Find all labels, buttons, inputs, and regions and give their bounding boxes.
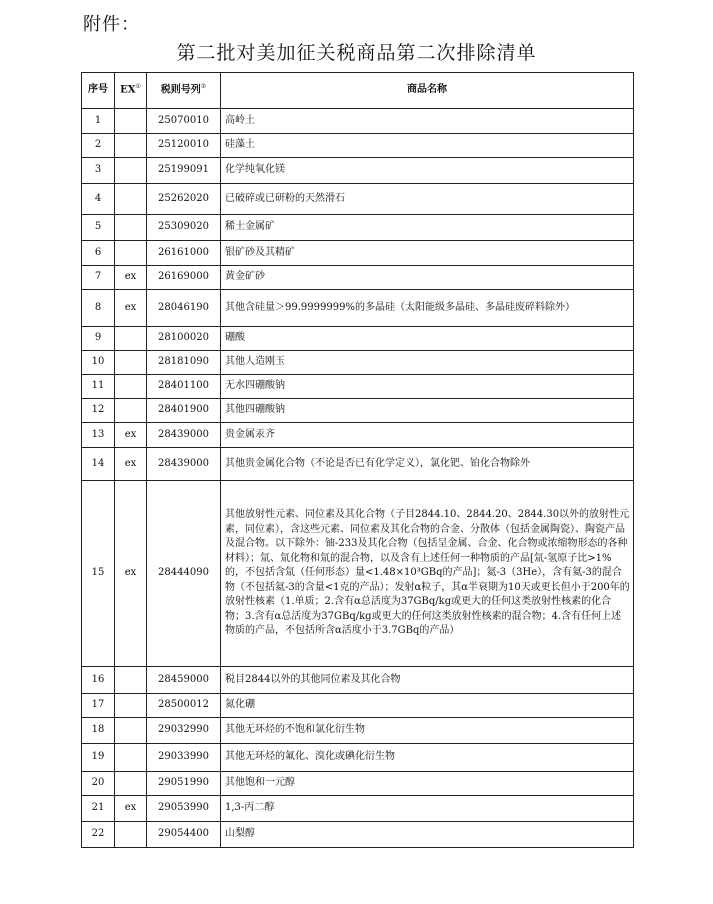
- cell-seq: 16: [82, 667, 115, 694]
- table-row: [82, 448, 634, 481]
- cell-code: 28401900: [147, 399, 221, 423]
- table-row: [82, 822, 634, 848]
- page-title: 第二批对美加征关税商品第二次排除清单: [176, 42, 537, 64]
- cell-seq: 9: [82, 327, 115, 351]
- cell-ex: [115, 327, 147, 351]
- cell-code: 29033990: [147, 744, 221, 772]
- cell-code: 25070010: [147, 109, 221, 134]
- table-row: [82, 215, 634, 241]
- cell-ex: [115, 184, 147, 215]
- cell-ex: [115, 375, 147, 399]
- cell-code: 28439000: [147, 448, 221, 481]
- cell-seq: 22: [82, 822, 115, 848]
- table-row: [82, 241, 634, 266]
- cell-seq: 20: [82, 772, 115, 796]
- table-row: [82, 290, 634, 327]
- cell-code: 28444090: [147, 481, 221, 667]
- cell-ex: [115, 694, 147, 718]
- cell-code: 29053990: [147, 796, 221, 822]
- cell-name: 化学纯氧化镁: [221, 158, 634, 184]
- exclusion-table: [81, 72, 634, 848]
- cell-seq: 14: [82, 448, 115, 481]
- cell-name: 1,3-丙二醇: [221, 796, 634, 822]
- cell-ex: ex: [115, 423, 147, 448]
- table-row: [82, 109, 634, 134]
- cell-seq: 5: [82, 215, 115, 241]
- cell-ex: [115, 822, 147, 848]
- table-row: [82, 266, 634, 290]
- cell-code: 28100020: [147, 327, 221, 351]
- cell-name: 贵金属汞齐: [221, 423, 634, 448]
- cell-name: 其他无环烃的不饱和氯化衍生物: [221, 718, 634, 744]
- cell-ex: ex: [115, 290, 147, 327]
- table-row: [82, 351, 634, 375]
- cell-seq: 1: [82, 109, 115, 134]
- cell-ex: ex: [115, 796, 147, 822]
- cell-ex: [115, 241, 147, 266]
- cell-ex: [115, 134, 147, 158]
- cell-ex: [115, 718, 147, 744]
- cell-code: 26161000: [147, 241, 221, 266]
- cell-name: 硼酸: [221, 327, 634, 351]
- cell-seq: 8: [82, 290, 115, 327]
- attachment-label: 附件：: [83, 14, 140, 35]
- table-row: [82, 667, 634, 694]
- cell-seq: 11: [82, 375, 115, 399]
- cell-code: 28401100: [147, 375, 221, 399]
- cell-seq: 13: [82, 423, 115, 448]
- cell-seq: 18: [82, 718, 115, 744]
- table-row: [82, 423, 634, 448]
- cell-ex: [115, 399, 147, 423]
- cell-code: 28181090: [147, 351, 221, 375]
- cell-seq: 4: [82, 184, 115, 215]
- cell-name: 银矿砂及其精矿: [221, 241, 634, 266]
- table-row: [82, 134, 634, 158]
- cell-name: 其他饱和一元醇: [221, 772, 634, 796]
- cell-name: 硅藻土: [221, 134, 634, 158]
- cell-code: 26169000: [147, 266, 221, 290]
- cell-ex: [115, 109, 147, 134]
- cell-seq: 2: [82, 134, 115, 158]
- table-row: [82, 481, 634, 667]
- column-header-code: 税则号列②: [147, 73, 221, 109]
- cell-ex: ex: [115, 481, 147, 667]
- table-row: [82, 772, 634, 796]
- cell-code: 29032990: [147, 718, 221, 744]
- cell-code: 25262020: [147, 184, 221, 215]
- table-row: [82, 184, 634, 215]
- cell-ex: [115, 667, 147, 694]
- cell-seq: 21: [82, 796, 115, 822]
- cell-seq: 10: [82, 351, 115, 375]
- cell-name: 其他含硅量＞99.9999999%的多晶硅（太阳能级多晶硅、多晶硅废碎料除外）: [221, 290, 634, 327]
- cell-name: 稀土金属矿: [221, 215, 634, 241]
- cell-ex: [115, 215, 147, 241]
- cell-seq: 7: [82, 266, 115, 290]
- cell-name: 高岭土: [221, 109, 634, 134]
- footnote-marker: ②: [200, 83, 207, 91]
- cell-name: 已破碎或已研粉的天然滑石: [221, 184, 634, 215]
- cell-name: 其他放射性元素、同位素及其化合物（子目2844.10、2844.20、2844.30以外的放射性元素，同位素），含这些元素、同位素及其化合物的合金、分散体（包括金属陶瓷）、陶瓷产品及混合物。以下除外：铀-233及其化合物（包括呈金属、合金、化合物或浓缩物形态的各种材料）；氚、氚化物和氚的混合物，以及含有上述任何一种物质的产品[氚-氢原子比>1%的，不包括含氚（任何形态）量<1.48×10³GBq的产品]；氦-3（3He），含有氦-3的混合物（不包括氦-3的含量<1克的产品）；发射α粒子，其α半衰期为10天或更长但小于200年的放射性核素（1.单质；2.含有α总活度为37GBq/kg或更大的任何这类放射性核素的化合物；3.含有α总活度为37GBq/kg或更大的任何这类放射性核素的混合物；4.含有任何上述物质的产品，不包括所含α活度小于3.7GBq的产品）: [221, 481, 634, 667]
- cell-ex: [115, 772, 147, 796]
- cell-name: 其他人造刚玉: [221, 351, 634, 375]
- table-row: [82, 327, 634, 351]
- table-row: [82, 744, 634, 772]
- cell-name: 黄金矿砂: [221, 266, 634, 290]
- footnote-marker: ①: [135, 83, 141, 91]
- cell-ex: [115, 158, 147, 184]
- cell-name: 氮化硼: [221, 694, 634, 718]
- cell-name: 其他贵金属化合物（不论是否已有化学定义），氯化钯、铂化合物除外: [221, 448, 634, 481]
- table-body: [82, 109, 634, 848]
- cell-ex: ex: [115, 448, 147, 481]
- cell-ex: ex: [115, 266, 147, 290]
- cell-name: 其他四硼酸钠: [221, 399, 634, 423]
- cell-name: 税目2844以外的其他同位素及其化合物: [221, 667, 634, 694]
- cell-code: 29051990: [147, 772, 221, 796]
- cell-code: 28439000: [147, 423, 221, 448]
- cell-seq: 6: [82, 241, 115, 266]
- cell-seq: 3: [82, 158, 115, 184]
- table-header-row: [82, 73, 634, 109]
- cell-ex: [115, 744, 147, 772]
- table-row: [82, 718, 634, 744]
- column-header-seq: 序号: [82, 73, 115, 109]
- cell-seq: 17: [82, 694, 115, 718]
- cell-seq: 15: [82, 481, 115, 667]
- cell-code: 28046190: [147, 290, 221, 327]
- cell-seq: 19: [82, 744, 115, 772]
- cell-code: 28500012: [147, 694, 221, 718]
- cell-code: 28459000: [147, 667, 221, 694]
- cell-code: 25309020: [147, 215, 221, 241]
- cell-code: 25120010: [147, 134, 221, 158]
- cell-name: 无水四硼酸钠: [221, 375, 634, 399]
- cell-name: 其他无环烃的氟化、溴化或碘化衍生物: [221, 744, 634, 772]
- cell-code: 29054400: [147, 822, 221, 848]
- table-row: [82, 375, 634, 399]
- column-header-ex: EX①: [115, 73, 147, 109]
- cell-ex: [115, 351, 147, 375]
- table-row: [82, 158, 634, 184]
- cell-code: 25199091: [147, 158, 221, 184]
- column-header-name: 商品名称: [221, 73, 634, 109]
- table-row: [82, 399, 634, 423]
- cell-seq: 12: [82, 399, 115, 423]
- table-row: [82, 796, 634, 822]
- table-row: [82, 694, 634, 718]
- cell-name: 山梨醇: [221, 822, 634, 848]
